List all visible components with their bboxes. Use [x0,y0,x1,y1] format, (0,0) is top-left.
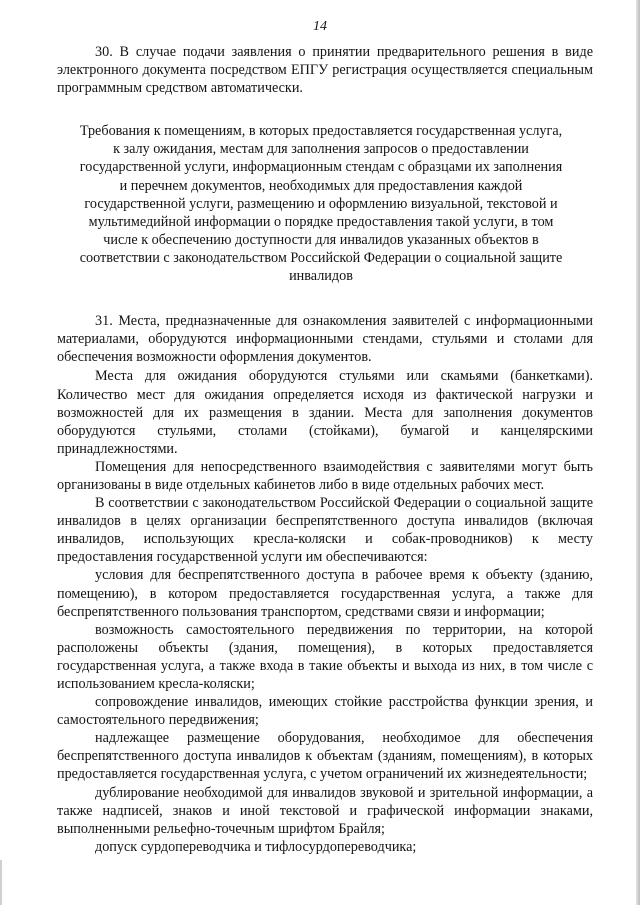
list-item-equipment-placement: надлежащее размещение оборудования, необходимое для обеспечения беспрепятственного доступа инвалидов к объектам (зданиям, помещениям), в которых предоставляется государственная услуга, с учетом ограничений их жизнедеятельности; [57,730,593,783]
list-item-independent-movement: возможность самостоятельного передвижения по территории, на которой расположены объекты (здания, помещения), в которых предоставляется государственная услуга, а также входа в такие объекты и выхода из них, в том числе с использованием кресла-коляски; [57,621,593,692]
scan-edge-left [0,860,2,905]
paragraph-waiting-areas: Места для ожидания оборудуются стульями или скамьями (банкетками). Количество мест для ожидания определяется исходя из фактической нагрузки и возможностей для их размещения в здании. Места для заполнения документов оборудуются стульями, столами (стойками), бумагой и канцелярскими принадлежностями. [57,368,593,457]
page-number: 14 [313,19,327,34]
paragraph-interaction-rooms: Помещения для непосредственного взаимодействия с заявителями могут быть организованы в виде отдельных кабинетов либо в виде отдельных рабочих мест. [57,458,593,493]
list-item-braille-duplication: дублирование необходимой для инвалидов звуковой и зрительной информации, а также надписей, знаков и иной текстовой и графической информации знаками, выполненными рельефно-точечным шрифтом Брайля; [57,784,593,837]
section-heading: Требования к помещениям, в которых предоставляется государственная услуга, к залу ожидания, местам для заполнения запросов о предоставлении государственной услуги, информационным стендам с образцами их заполнения и перечнем документов, необходимых для предоставления каждой государственной услуги, размещению и оформлению визуальной, текстовой и мультимедийной информации о порядке предоставления такой услуги, в том числе к обеспечению доступности для инвалидов указанных объектов в соответствии с законодательством Российской Федерации о социальной защите инвалидов [79,123,563,285]
paragraph-30: 30. В случае подачи заявления о принятии предварительного решения в виде электронного документа посредством ЕПГУ регистрация осуществляется специальным программным средством автоматически. [57,44,593,97]
list-item-interpreter-access: допуск сурдопереводчика и тифлосурдопереводчика; [95,838,417,855]
paragraph-accessibility-intro: В соответствии с законодательством Российской Федерации о социальной защите инвалидов в целях организации беспрепятственного доступа инвалидов (включая инвалидов, использующих кресла-коляски и собак-проводников) к месту предоставления государственной услуги им обеспечиваются: [57,495,593,566]
paragraph-31: 31. Места, предназначенные для ознакомления заявителей с информационными материалами, оборудуются информационными стендами, стульями и столами для обеспечения возможности оформления документов. [57,313,593,366]
list-item-escort: сопровождение инвалидов, имеющих стойкие расстройства функции зрения, и самостоятельного передвижения; [57,694,593,729]
list-item-access-conditions: условия для беспрепятственного доступа в рабочее время к объекту (зданию, помещению), в котором предоставляется государственная услуга, а также для беспрепятственного пользования транспортом, средствами связи и информации; [57,567,593,620]
scan-edge [636,0,640,905]
document-body [57,43,593,856]
